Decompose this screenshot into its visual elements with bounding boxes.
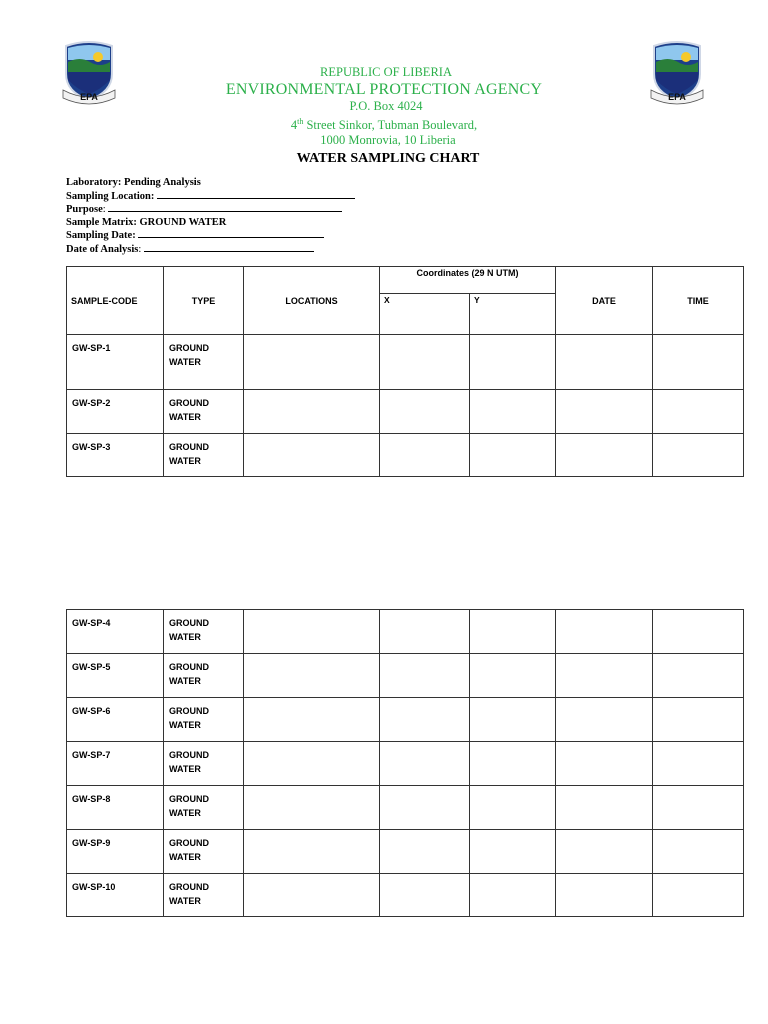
- header-sample-code: SAMPLE-CODE: [67, 267, 164, 335]
- sample-code-cell: GW-SP-8: [67, 786, 164, 830]
- table-1-body: [67, 335, 744, 477]
- type-cell: GROUND WATER: [164, 874, 244, 917]
- y-cell: [470, 434, 556, 477]
- time-cell: [653, 434, 744, 477]
- x-cell: [380, 786, 470, 830]
- date-cell: [556, 786, 653, 830]
- agency-name: ENVIRONMENTAL PROTECTION AGENCY: [225, 81, 543, 98]
- republic-line: REPUBLIC OF LIBERIA: [320, 65, 452, 79]
- sampling-location-field: Sampling Location:: [66, 190, 355, 204]
- y-cell: [470, 335, 556, 390]
- sample-code-cell: GW-SP-3: [67, 434, 164, 477]
- sampling-date-blank: [138, 229, 324, 238]
- x-cell: [380, 654, 470, 698]
- y-cell: [470, 874, 556, 917]
- y-cell: [470, 390, 556, 434]
- x-cell: [380, 390, 470, 434]
- sample-code-cell: GW-SP-9: [67, 830, 164, 874]
- time-cell: [653, 830, 744, 874]
- time-cell: [653, 698, 744, 742]
- time-cell: [653, 874, 744, 917]
- table-row: [67, 610, 744, 654]
- date-cell: [556, 874, 653, 917]
- sample-code-cell: GW-SP-5: [67, 654, 164, 698]
- time-cell: [653, 742, 744, 786]
- chart-title: WATER SAMPLING CHART: [296, 151, 480, 166]
- time-cell: [653, 610, 744, 654]
- table-row: [67, 874, 744, 917]
- y-cell: [470, 830, 556, 874]
- x-cell: [380, 698, 470, 742]
- table-row: [67, 698, 744, 742]
- sampling-date-field: Sampling Date:: [66, 229, 355, 243]
- table-2-body: [67, 610, 744, 917]
- street-address: 4th Street Sinkor, Tubman Boulevard,: [290, 117, 478, 133]
- x-cell: [380, 335, 470, 390]
- locations-cell: [244, 335, 380, 390]
- table-row: [67, 390, 744, 434]
- laboratory-field: Laboratory: Pending Analysis: [66, 177, 201, 188]
- type-cell: GROUND WATER: [164, 654, 244, 698]
- date-cell: [556, 434, 653, 477]
- type-cell: GROUND WATER: [164, 335, 244, 390]
- time-cell: [653, 390, 744, 434]
- type-cell: GROUND WATER: [164, 390, 244, 434]
- header-type: TYPE: [164, 267, 244, 335]
- x-cell: [380, 434, 470, 477]
- time-cell: [653, 335, 744, 390]
- svg-text:EPA: EPA: [668, 92, 686, 102]
- date-cell: [556, 698, 653, 742]
- x-cell: [380, 830, 470, 874]
- type-cell: GROUND WATER: [164, 434, 244, 477]
- date-cell: [556, 742, 653, 786]
- date-cell: [556, 654, 653, 698]
- header-coordinates: Coordinates (29 N UTM): [380, 267, 556, 294]
- date-cell: [556, 335, 653, 390]
- sample-matrix-field: Sample Matrix: GROUND WATER: [66, 216, 227, 228]
- time-cell: [653, 654, 744, 698]
- table-row: [67, 786, 744, 830]
- y-cell: [470, 698, 556, 742]
- sampling-location-blank: [157, 190, 355, 199]
- header-date: DATE: [556, 267, 653, 335]
- header-time: TIME: [653, 267, 744, 335]
- y-cell: [470, 786, 556, 830]
- letterhead: [0, 64, 768, 148]
- y-cell: [470, 654, 556, 698]
- locations-cell: [244, 874, 380, 917]
- table-row: [67, 434, 744, 477]
- date-cell: [556, 610, 653, 654]
- sample-code-cell: GW-SP-7: [67, 742, 164, 786]
- date-cell: [556, 390, 653, 434]
- time-cell: [653, 786, 744, 830]
- locations-cell: [244, 390, 380, 434]
- table-row: [67, 335, 744, 390]
- sample-code-cell: GW-SP-1: [67, 335, 164, 390]
- date-cell: [556, 830, 653, 874]
- type-cell: GROUND WATER: [164, 610, 244, 654]
- locations-cell: [244, 698, 380, 742]
- city-line: 1000 Monrovia, 10 Liberia: [320, 133, 456, 148]
- y-cell: [470, 742, 556, 786]
- type-cell: GROUND WATER: [164, 830, 244, 874]
- header-y: Y: [470, 294, 556, 335]
- date-of-analysis-field: Date of Analysis:: [66, 243, 355, 257]
- table-row: [67, 830, 744, 874]
- x-cell: [380, 610, 470, 654]
- header-locations: LOCATIONS: [244, 267, 380, 335]
- sample-code-cell: GW-SP-2: [67, 390, 164, 434]
- locations-cell: [244, 786, 380, 830]
- sampling-table-1: [66, 266, 744, 477]
- y-cell: [470, 610, 556, 654]
- date-of-analysis-blank: [144, 243, 314, 252]
- x-cell: [380, 742, 470, 786]
- purpose-blank: [108, 203, 342, 212]
- svg-text:EPA: EPA: [80, 92, 98, 102]
- type-cell: GROUND WATER: [164, 742, 244, 786]
- purpose-field: Purpose:: [66, 203, 355, 217]
- locations-cell: [244, 654, 380, 698]
- sample-code-cell: GW-SP-4: [67, 610, 164, 654]
- table-row: [67, 742, 744, 786]
- po-box: P.O. Box 4024: [349, 99, 423, 113]
- locations-cell: [244, 434, 380, 477]
- type-cell: GROUND WATER: [164, 786, 244, 830]
- type-cell: GROUND WATER: [164, 698, 244, 742]
- header-x: X: [380, 294, 470, 335]
- locations-cell: [244, 610, 380, 654]
- table-row: [67, 654, 744, 698]
- x-cell: [380, 874, 470, 917]
- locations-cell: [244, 830, 380, 874]
- sampling-table-2: [66, 609, 744, 917]
- form-fields: [66, 177, 355, 256]
- sample-code-cell: GW-SP-10: [67, 874, 164, 917]
- sample-code-cell: GW-SP-6: [67, 698, 164, 742]
- locations-cell: [244, 742, 380, 786]
